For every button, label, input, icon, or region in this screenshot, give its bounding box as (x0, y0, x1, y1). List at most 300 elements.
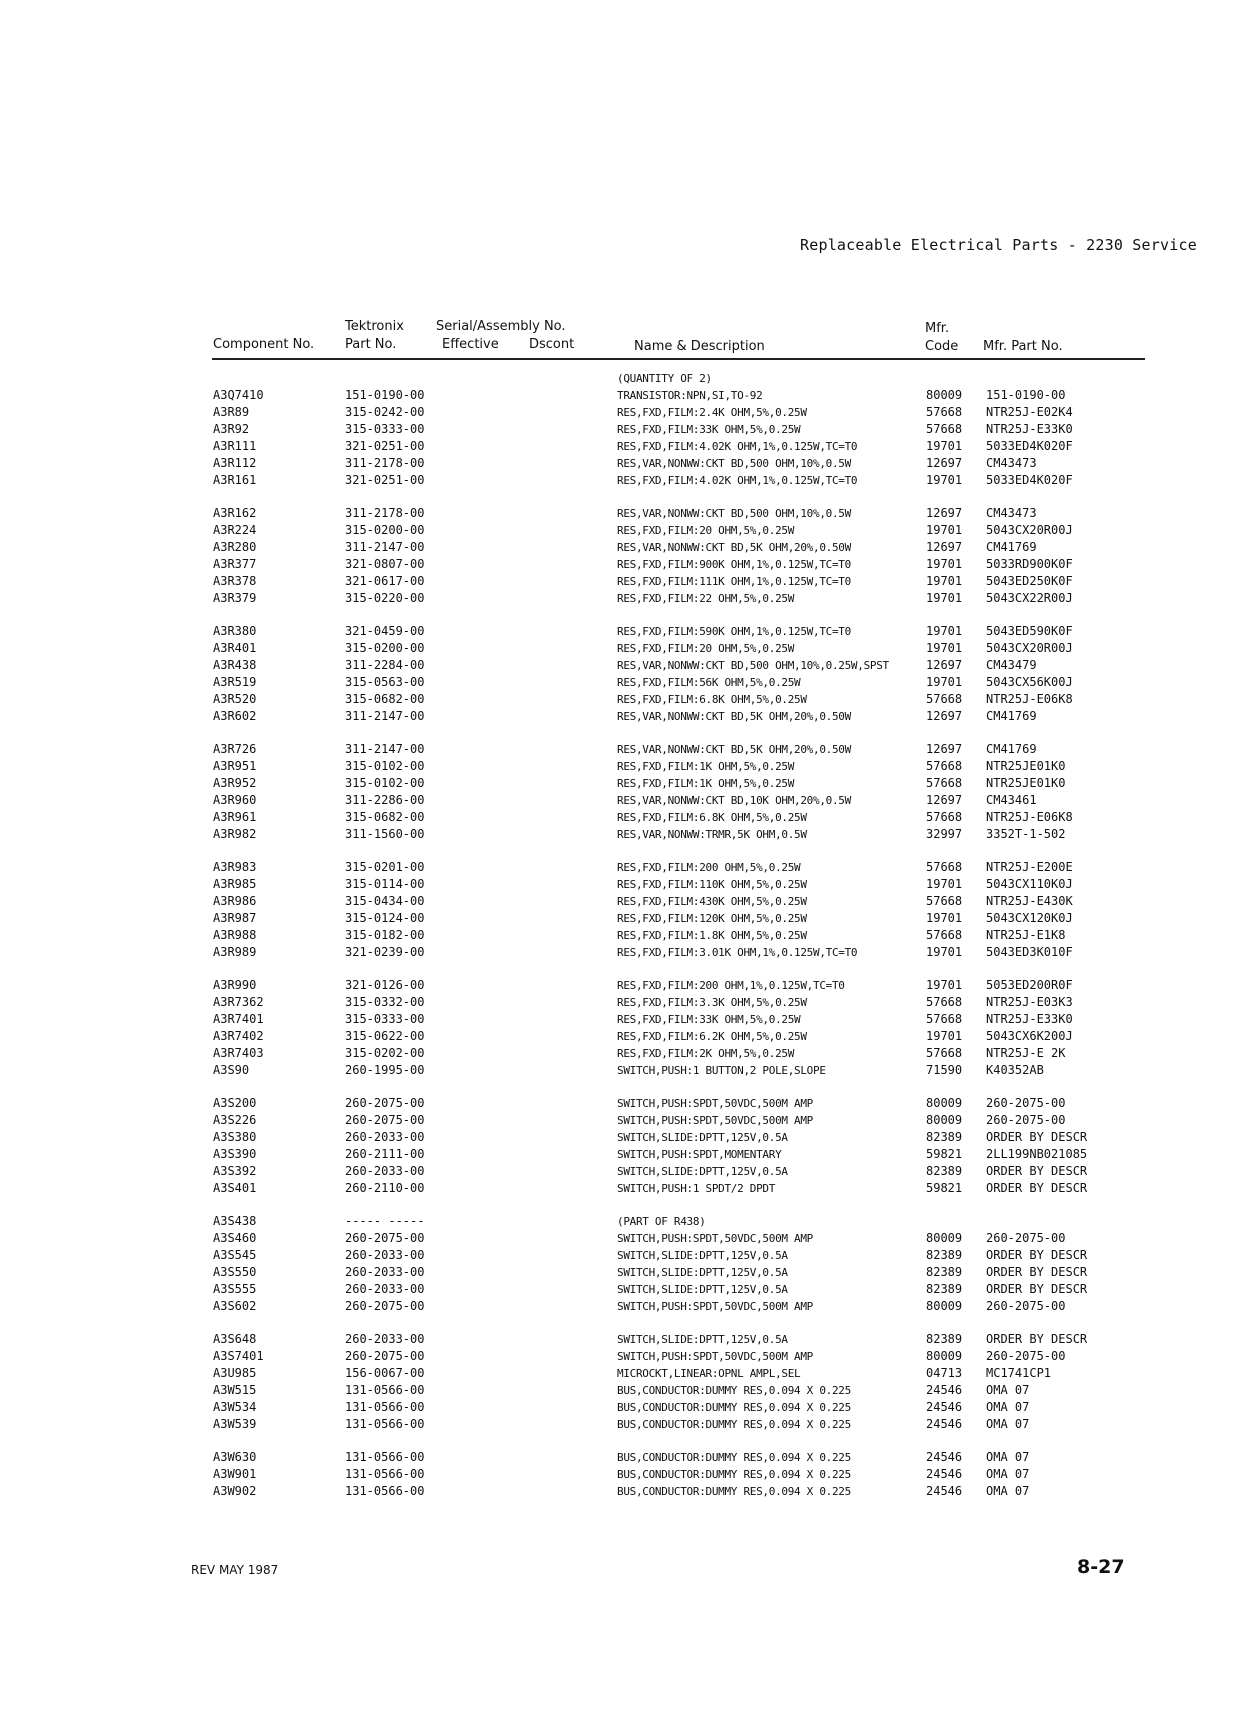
mfr-code: 59821 (926, 1147, 963, 1161)
column-header-serial-assembly: Serial/Assembly No. (436, 319, 566, 334)
tektronix-part-number: 260-2033-00 (345, 1248, 425, 1262)
table-row (0, 455, 1247, 472)
mfr-part-number: CM43461 (986, 793, 1037, 807)
mfr-code: 24546 (926, 1400, 963, 1414)
component-number: A3S648 (213, 1332, 257, 1346)
tektronix-part-number: 321-0126-00 (345, 978, 425, 992)
name-description: BUS,CONDUCTOR:DUMMY RES,0.094 X 0.225 (617, 1485, 851, 1498)
table-row (0, 1298, 1247, 1315)
name-description: RES,VAR,NONWW:CKT BD,10K OHM,20%,0.5W (617, 794, 851, 807)
mfr-part-number: 260-2075-00 (986, 1113, 1066, 1127)
name-description: RES,FXD,FILM:20 OHM,5%,0.25W (617, 642, 795, 655)
tektronix-part-number: 260-2033-00 (345, 1332, 425, 1346)
mfr-part-number: OMA 07 (986, 1467, 1030, 1481)
table-row (0, 1416, 1247, 1433)
tektronix-part-number: 315-0200-00 (345, 523, 425, 537)
table-row (0, 1281, 1247, 1298)
table-row (0, 1382, 1247, 1399)
component-number: A3S401 (213, 1181, 257, 1195)
component-number: A3W539 (213, 1417, 257, 1431)
tektronix-part-number: 315-0124-00 (345, 911, 425, 925)
tektronix-part-number: 131-0566-00 (345, 1417, 425, 1431)
mfr-code: 82389 (926, 1282, 963, 1296)
component-number: A3R982 (213, 827, 257, 841)
table-row (0, 438, 1247, 455)
table-row (0, 1028, 1247, 1045)
mfr-part-number: ORDER BY DESCR (986, 1248, 1088, 1262)
tektronix-part-number: 131-0566-00 (345, 1450, 425, 1464)
mfr-part-number: OMA 07 (986, 1383, 1030, 1397)
mfr-code: 24546 (926, 1467, 963, 1481)
component-number: A3R983 (213, 860, 257, 874)
mfr-code: 12697 (926, 506, 963, 520)
tektronix-part-number: 315-0220-00 (345, 591, 425, 605)
tektronix-part-number: 315-0200-00 (345, 641, 425, 655)
table-row (0, 1163, 1247, 1180)
component-number: A3S602 (213, 1299, 257, 1313)
mfr-code: 19701 (926, 557, 963, 571)
tektronix-part-number: 311-2284-00 (345, 658, 425, 672)
tektronix-part-number: 260-2033-00 (345, 1265, 425, 1279)
table-row (0, 691, 1247, 708)
tektronix-part-number: 260-2110-00 (345, 1181, 425, 1195)
name-description: SWITCH,PUSH:SPDT,50VDC,500M AMP (617, 1097, 813, 1110)
mfr-code: 57668 (926, 759, 963, 773)
name-description: RES,VAR,NONWW:TRMR,5K OHM,0.5W (617, 828, 807, 841)
name-description: (PART OF R438) (617, 1215, 706, 1228)
name-description: SWITCH,PUSH:1 SPDT/2 DPDT (617, 1182, 776, 1195)
tektronix-part-number: 260-2075-00 (345, 1096, 425, 1110)
mfr-code: 80009 (926, 1349, 963, 1363)
name-description: RES,FXD,FILM:110K OHM,5%,0.25W (617, 878, 807, 891)
table-row (0, 859, 1247, 876)
mfr-code: 12697 (926, 456, 963, 470)
name-description: RES,VAR,NONWW:CKT BD,5K OHM,20%,0.50W (617, 743, 851, 756)
name-description: SWITCH,PUSH:SPDT,50VDC,500M AMP (617, 1300, 813, 1313)
parts-group (0, 623, 1247, 725)
mfr-code: 57668 (926, 776, 963, 790)
component-number: A3S545 (213, 1248, 257, 1262)
mfr-part-number: 5043CX20R00J (986, 641, 1073, 655)
component-number: A3R378 (213, 574, 257, 588)
mfr-part-number: 5033RD900K0F (986, 557, 1073, 571)
mfr-part-number: 260-2075-00 (986, 1299, 1066, 1313)
tektronix-part-number: 315-0682-00 (345, 692, 425, 706)
table-row (0, 1129, 1247, 1146)
name-description: RES,FXD,FILM:430K OHM,5%,0.25W (617, 895, 807, 908)
mfr-code: 57668 (926, 422, 963, 436)
name-description: SWITCH,SLIDE:DPTT,125V,0.5A (617, 1283, 788, 1296)
table-row (0, 910, 1247, 927)
name-description: BUS,CONDUCTOR:DUMMY RES,0.094 X 0.225 (617, 1384, 851, 1397)
table-row (0, 556, 1247, 573)
tektronix-part-number: 131-0566-00 (345, 1484, 425, 1498)
name-description: RES,FXD,FILM:111K OHM,1%,0.125W,TC=T0 (617, 575, 851, 588)
mfr-part-number: 5043CX20R00J (986, 523, 1073, 537)
table-row (0, 573, 1247, 590)
mfr-part-number: NTR25J-E03K3 (986, 995, 1073, 1009)
table-row (0, 1146, 1247, 1163)
parts-group (0, 1449, 1247, 1500)
name-description: RES,FXD,FILM:900K OHM,1%,0.125W,TC=T0 (617, 558, 851, 571)
mfr-part-number: 151-0190-00 (986, 388, 1066, 402)
tektronix-part-number: 315-0182-00 (345, 928, 425, 942)
component-number: A3R987 (213, 911, 257, 925)
name-description: SWITCH,PUSH:SPDT,50VDC,500M AMP (617, 1350, 813, 1363)
mfr-code: 57668 (926, 810, 963, 824)
component-number: A3R7362 (213, 995, 264, 1009)
table-row (0, 1247, 1247, 1264)
name-description: SWITCH,PUSH:SPDT,50VDC,500M AMP (617, 1114, 813, 1127)
name-description: RES,FXD,FILM:56K OHM,5%,0.25W (617, 676, 801, 689)
mfr-code: 19701 (926, 624, 963, 638)
mfr-code: 80009 (926, 388, 963, 402)
component-number: A3R985 (213, 877, 257, 891)
table-row (0, 1399, 1247, 1416)
mfr-code: 82389 (926, 1248, 963, 1262)
column-header-tektronix: Tektronix (345, 319, 404, 334)
component-number: A3S90 (213, 1063, 250, 1077)
table-row (0, 775, 1247, 792)
tektronix-part-number: 260-2075-00 (345, 1299, 425, 1313)
tektronix-part-number: 260-2033-00 (345, 1130, 425, 1144)
tektronix-part-number: 260-2075-00 (345, 1113, 425, 1127)
name-description: RES,FXD,FILM:590K OHM,1%,0.125W,TC=T0 (617, 625, 851, 638)
mfr-code: 80009 (926, 1299, 963, 1313)
mfr-code: 19701 (926, 1029, 963, 1043)
name-description: RES,FXD,FILM:1K OHM,5%,0.25W (617, 777, 795, 790)
mfr-part-number: 5043CX120K0J (986, 911, 1073, 925)
column-header-effective: Effective (442, 337, 499, 352)
page-header-title: Replaceable Electrical Parts - 2230 Service (800, 236, 1197, 254)
mfr-code: 82389 (926, 1265, 963, 1279)
column-header-part-no: Part No. (345, 337, 397, 352)
name-description: SWITCH,PUSH:SPDT,50VDC,500M AMP (617, 1232, 813, 1245)
table-row (0, 1112, 1247, 1129)
name-description: RES,VAR,NONWW:CKT BD,500 OHM,10%,0.25W,SPST (617, 659, 889, 672)
component-number: A3R379 (213, 591, 257, 605)
tektronix-part-number: 321-0239-00 (345, 945, 425, 959)
mfr-part-number: ORDER BY DESCR (986, 1164, 1088, 1178)
mfr-code: 19701 (926, 978, 963, 992)
component-number: A3R602 (213, 709, 257, 723)
tektronix-part-number: 311-2178-00 (345, 456, 425, 470)
mfr-part-number: ORDER BY DESCR (986, 1130, 1088, 1144)
table-row (0, 472, 1247, 489)
mfr-code: 57668 (926, 894, 963, 908)
table-row (0, 657, 1247, 674)
mfr-part-number: NTR25J-E 2K (986, 1046, 1066, 1060)
mfr-part-number: CM41769 (986, 540, 1037, 554)
component-number: A3R111 (213, 439, 257, 453)
component-number: A3W515 (213, 1383, 257, 1397)
mfr-part-number: OMA 07 (986, 1417, 1030, 1431)
component-number: A3R7403 (213, 1046, 264, 1060)
mfr-part-number: ORDER BY DESCR (986, 1332, 1088, 1346)
tektronix-part-number: 315-0242-00 (345, 405, 425, 419)
name-description: MICROCKT,LINEAR:OPNL AMPL,SEL (617, 1367, 801, 1380)
mfr-code: 12697 (926, 709, 963, 723)
component-number: A3W902 (213, 1484, 257, 1498)
mfr-code: 19701 (926, 675, 963, 689)
mfr-part-number: NTR25J-E430K (986, 894, 1073, 908)
table-row (0, 792, 1247, 809)
mfr-part-number: NTR25J-E200E (986, 860, 1073, 874)
table-row (0, 1180, 1247, 1197)
mfr-part-number: NTR25J-E1K8 (986, 928, 1066, 942)
tektronix-part-number: 260-2111-00 (345, 1147, 425, 1161)
name-description: BUS,CONDUCTOR:DUMMY RES,0.094 X 0.225 (617, 1418, 851, 1431)
name-description: SWITCH,SLIDE:DPTT,125V,0.5A (617, 1333, 788, 1346)
table-row (0, 1365, 1247, 1382)
column-header-dscont: Dscont (529, 337, 575, 352)
table-row (0, 522, 1247, 539)
column-header-component: Component No. (213, 337, 315, 352)
component-number: A3R951 (213, 759, 257, 773)
name-description: SWITCH,SLIDE:DPTT,125V,0.5A (617, 1165, 788, 1178)
mfr-part-number: OMA 07 (986, 1400, 1030, 1414)
mfr-part-number: NTR25JE01K0 (986, 776, 1066, 790)
mfr-code: 59821 (926, 1181, 963, 1195)
tektronix-part-number: 260-2075-00 (345, 1231, 425, 1245)
component-number: A3W630 (213, 1450, 257, 1464)
mfr-code: 57668 (926, 692, 963, 706)
component-number: A3R7402 (213, 1029, 264, 1043)
mfr-code: 19701 (926, 591, 963, 605)
mfr-part-number: 260-2075-00 (986, 1231, 1066, 1245)
mfr-code: 19701 (926, 641, 963, 655)
name-description: SWITCH,PUSH:SPDT,MOMENTARY (617, 1148, 782, 1161)
tektronix-part-number: 131-0566-00 (345, 1467, 425, 1481)
name-description: TRANSISTOR:NPN,SI,TO-92 (617, 389, 763, 402)
component-number: A3R960 (213, 793, 257, 807)
tektronix-part-number: 311-2286-00 (345, 793, 425, 807)
mfr-code: 24546 (926, 1417, 963, 1431)
table-row (0, 741, 1247, 758)
table-row (0, 944, 1247, 961)
table-row (0, 1483, 1247, 1500)
table-row (0, 1213, 1247, 1230)
mfr-part-number: CM43479 (986, 658, 1037, 672)
name-description: RES,FXD,FILM:4.02K OHM,1%,0.125W,TC=T0 (617, 440, 858, 453)
table-row (0, 1045, 1247, 1062)
name-description: RES,FXD,FILM:6.8K OHM,5%,0.25W (617, 811, 807, 824)
mfr-code: 19701 (926, 574, 963, 588)
mfr-part-number: 260-2075-00 (986, 1349, 1066, 1363)
component-number: A3R162 (213, 506, 257, 520)
component-number: A3S438 (213, 1214, 257, 1228)
tektronix-part-number: 315-0201-00 (345, 860, 425, 874)
name-description: RES,FXD,FILM:33K OHM,5%,0.25W (617, 423, 801, 436)
table-row (0, 927, 1247, 944)
mfr-part-number: OMA 07 (986, 1450, 1030, 1464)
table-row (0, 421, 1247, 438)
column-header-name-description: Name & Description (634, 339, 765, 354)
mfr-code: 24546 (926, 1383, 963, 1397)
mfr-part-number: 5043ED3K010F (986, 945, 1073, 959)
column-header-mfr-code: Code (925, 339, 959, 354)
mfr-part-number: NTR25J-E33K0 (986, 1012, 1073, 1026)
mfr-part-number: 260-2075-00 (986, 1096, 1066, 1110)
table-row (0, 994, 1247, 1011)
component-number: A3R520 (213, 692, 257, 706)
tektronix-part-number: 151-0190-00 (345, 388, 425, 402)
table-row (0, 1466, 1247, 1483)
mfr-code: 80009 (926, 1231, 963, 1245)
parts-group (0, 1331, 1247, 1433)
component-number: A3S380 (213, 1130, 257, 1144)
tektronix-part-number: 315-0114-00 (345, 877, 425, 891)
table-row (0, 977, 1247, 994)
component-number: A3R990 (213, 978, 257, 992)
name-description: RES,FXD,FILM:1.8K OHM,5%,0.25W (617, 929, 807, 942)
tektronix-part-number: 315-0333-00 (345, 1012, 425, 1026)
component-number: A3R438 (213, 658, 257, 672)
table-row (0, 826, 1247, 843)
mfr-code: 82389 (926, 1130, 963, 1144)
mfr-code: 19701 (926, 877, 963, 891)
table-row (0, 708, 1247, 725)
name-description: SWITCH,SLIDE:DPTT,125V,0.5A (617, 1249, 788, 1262)
component-number: A3R380 (213, 624, 257, 638)
mfr-part-number: 5033ED4K020F (986, 473, 1073, 487)
component-number: A3U985 (213, 1366, 257, 1380)
tektronix-part-number: ----- ----- (345, 1214, 425, 1228)
tektronix-part-number: 131-0566-00 (345, 1400, 425, 1414)
mfr-code: 12697 (926, 540, 963, 554)
tektronix-part-number: 315-0682-00 (345, 810, 425, 824)
mfr-part-number: CM41769 (986, 742, 1037, 756)
tektronix-part-number: 315-0332-00 (345, 995, 425, 1009)
name-description: RES,VAR,NONWW:CKT BD,5K OHM,20%,0.50W (617, 710, 851, 723)
table-row (0, 876, 1247, 893)
component-number: A3S555 (213, 1282, 257, 1296)
tektronix-part-number: 311-2178-00 (345, 506, 425, 520)
mfr-part-number: ORDER BY DESCR (986, 1265, 1088, 1279)
mfr-part-number: ORDER BY DESCR (986, 1282, 1088, 1296)
component-number: A3S226 (213, 1113, 257, 1127)
table-row (0, 1095, 1247, 1112)
name-description: RES,FXD,FILM:3.01K OHM,1%,0.125W,TC=T0 (617, 946, 858, 959)
name-description: RES,FXD,FILM:200 OHM,5%,0.25W (617, 861, 801, 874)
name-description: RES,FXD,FILM:6.2K OHM,5%,0.25W (617, 1030, 807, 1043)
mfr-code: 57668 (926, 928, 963, 942)
component-number: A3Q7410 (213, 388, 264, 402)
mfr-code: 57668 (926, 1012, 963, 1026)
parts-group (0, 505, 1247, 607)
mfr-part-number: 5043CX6K200J (986, 1029, 1073, 1043)
name-description: RES,FXD,FILM:22 OHM,5%,0.25W (617, 592, 795, 605)
component-number: A3R7401 (213, 1012, 264, 1026)
tektronix-part-number: 315-0622-00 (345, 1029, 425, 1043)
mfr-part-number: 5043CX110K0J (986, 877, 1073, 891)
table-row (0, 623, 1247, 640)
parts-group (0, 741, 1247, 843)
mfr-code: 12697 (926, 658, 963, 672)
tektronix-part-number: 315-0563-00 (345, 675, 425, 689)
name-description: RES,FXD,FILM:6.8K OHM,5%,0.25W (617, 693, 807, 706)
table-row (0, 505, 1247, 522)
component-number: A3S7401 (213, 1349, 264, 1363)
name-description: BUS,CONDUCTOR:DUMMY RES,0.094 X 0.225 (617, 1451, 851, 1464)
mfr-code: 82389 (926, 1332, 963, 1346)
table-row (0, 893, 1247, 910)
tektronix-part-number: 311-2147-00 (345, 742, 425, 756)
name-description: RES,VAR,NONWW:CKT BD,500 OHM,10%,0.5W (617, 457, 851, 470)
mfr-code: 19701 (926, 439, 963, 453)
name-description: RES,FXD,FILM:200 OHM,1%,0.125W,TC=T0 (617, 979, 845, 992)
component-number: A3S200 (213, 1096, 257, 1110)
mfr-code: 57668 (926, 1046, 963, 1060)
mfr-code: 80009 (926, 1096, 963, 1110)
mfr-part-number: ORDER BY DESCR (986, 1181, 1088, 1195)
component-number: A3R161 (213, 473, 257, 487)
name-description: RES,FXD,FILM:33K OHM,5%,0.25W (617, 1013, 801, 1026)
parts-group (0, 370, 1247, 489)
tektronix-part-number: 260-2033-00 (345, 1282, 425, 1296)
component-number: A3S392 (213, 1164, 257, 1178)
name-description: BUS,CONDUCTOR:DUMMY RES,0.094 X 0.225 (617, 1401, 851, 1414)
tektronix-part-number: 321-0807-00 (345, 557, 425, 571)
mfr-part-number: 5043ED250K0F (986, 574, 1073, 588)
mfr-code: 19701 (926, 945, 963, 959)
mfr-code: 57668 (926, 405, 963, 419)
header-rule (212, 358, 1145, 360)
column-header-mfr-part-no: Mfr. Part No. (983, 339, 1063, 354)
parts-group (0, 977, 1247, 1079)
parts-group (0, 1095, 1247, 1197)
component-number: A3R961 (213, 810, 257, 824)
mfr-part-number: 3352T-1-502 (986, 827, 1066, 841)
parts-group (0, 859, 1247, 961)
tektronix-part-number: 315-0102-00 (345, 759, 425, 773)
mfr-code: 82389 (926, 1164, 963, 1178)
table-row (0, 1264, 1247, 1281)
tektronix-part-number: 260-2033-00 (345, 1164, 425, 1178)
mfr-part-number: 5053ED200R0F (986, 978, 1073, 992)
tektronix-part-number: 321-0251-00 (345, 473, 425, 487)
component-number: A3R952 (213, 776, 257, 790)
name-description: RES,FXD,FILM:120K OHM,5%,0.25W (617, 912, 807, 925)
component-number: A3R92 (213, 422, 250, 436)
mfr-part-number: CM43473 (986, 456, 1037, 470)
mfr-code: 19701 (926, 523, 963, 537)
revision-date: REV MAY 1987 (191, 1563, 279, 1577)
component-number: A3R377 (213, 557, 257, 571)
parts-group (0, 1213, 1247, 1315)
name-description: BUS,CONDUCTOR:DUMMY RES,0.094 X 0.225 (617, 1468, 851, 1481)
table-row (0, 1011, 1247, 1028)
component-number: A3S460 (213, 1231, 257, 1245)
tektronix-part-number: 315-0202-00 (345, 1046, 425, 1060)
component-number: A3R989 (213, 945, 257, 959)
tektronix-part-number: 260-1995-00 (345, 1063, 425, 1077)
mfr-code: 57668 (926, 860, 963, 874)
mfr-part-number: NTR25JE01K0 (986, 759, 1066, 773)
component-number: A3S390 (213, 1147, 257, 1161)
mfr-part-number: NTR25J-E06K8 (986, 810, 1073, 824)
mfr-code: 57668 (926, 995, 963, 1009)
name-description: (QUANTITY OF 2) (617, 372, 712, 385)
name-description: RES,FXD,FILM:1K OHM,5%,0.25W (617, 760, 795, 773)
name-description: SWITCH,PUSH:1 BUTTON,2 POLE,SLOPE (617, 1064, 826, 1077)
table-row (0, 758, 1247, 775)
component-number: A3S550 (213, 1265, 257, 1279)
table-row (0, 640, 1247, 657)
name-description: RES,FXD,FILM:3.3K OHM,5%,0.25W (617, 996, 807, 1009)
name-description: RES,VAR,NONWW:CKT BD,5K OHM,20%,0.50W (617, 541, 851, 554)
component-number: A3R986 (213, 894, 257, 908)
